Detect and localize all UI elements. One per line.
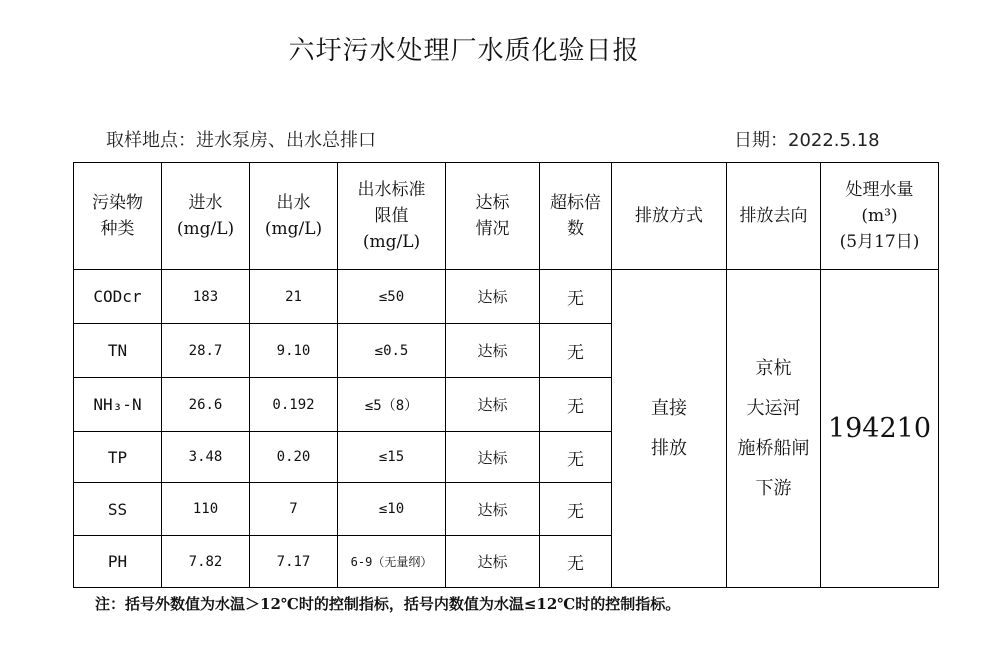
- limit-cell: ≤10: [338, 483, 446, 536]
- pollutant-cell: TP: [74, 432, 162, 483]
- exceed-cell: 无: [540, 536, 612, 588]
- sampling-location: 取样地点：进水泵房、出水总排口: [106, 130, 376, 151]
- header-pollutant: 污染物 种类: [74, 163, 162, 270]
- report-date: 日期：2022.5.18: [734, 130, 880, 151]
- pollutant-cell: CODcr: [74, 270, 162, 324]
- outflow-cell: 0.20: [250, 432, 338, 483]
- discharge-to-cell: [727, 270, 821, 588]
- header-discharge-mode: 排放方式: [612, 163, 727, 270]
- compliance-cell: 达标: [446, 483, 540, 536]
- inflow-cell: 3.48: [162, 432, 250, 483]
- outflow-cell: 0.192: [250, 378, 338, 432]
- inflow-cell: 28.7: [162, 324, 250, 378]
- header-compliance: 达标 情况: [446, 163, 540, 270]
- inflow-cell: 110: [162, 483, 250, 536]
- header-row: [74, 163, 939, 270]
- pollutant-cell: TN: [74, 324, 162, 378]
- compliance-cell: 达标: [446, 378, 540, 432]
- exceed-cell: 无: [540, 270, 612, 324]
- report-title: 六圩污水处理厂水质化验日报: [288, 36, 640, 66]
- compliance-cell: 达标: [446, 432, 540, 483]
- exceed-cell: 无: [540, 483, 612, 536]
- outflow-cell: 7.17: [250, 536, 338, 588]
- discharge-to-line: 大运河: [746, 397, 801, 419]
- exceed-cell: 无: [540, 432, 612, 483]
- limit-cell: ≤50: [338, 270, 446, 324]
- pollutant-cell: NH₃-N: [74, 378, 162, 432]
- header-outflow: 出水 (mg/L): [250, 163, 338, 270]
- pollutant-cell: PH: [74, 536, 162, 588]
- outflow-cell: 9.10: [250, 324, 338, 378]
- inflow-cell: 26.6: [162, 378, 250, 432]
- discharge-to-line: 下游: [755, 477, 792, 499]
- compliance-cell: 达标: [446, 270, 540, 324]
- compliance-cell: 达标: [446, 536, 540, 588]
- limit-cell: 6-9（无量纲）: [338, 536, 446, 588]
- limit-cell: ≤0.5: [338, 324, 446, 378]
- discharge-mode-line: 排放: [651, 437, 687, 459]
- water-quality-table: [73, 162, 939, 588]
- outflow-cell: 7: [250, 483, 338, 536]
- limit-cell: ≤5（8）: [338, 378, 446, 432]
- header-inflow: 进水 (mg/L): [162, 163, 250, 270]
- exceed-cell: 无: [540, 324, 612, 378]
- header-exceed: 超标倍 数: [540, 163, 612, 270]
- pollutant-cell: SS: [74, 483, 162, 536]
- header-limit: 出水标准 限值 (mg/L): [338, 163, 446, 270]
- limit-cell: ≤15: [338, 432, 446, 483]
- inflow-cell: 183: [162, 270, 250, 324]
- discharge-to-line: 施桥船闸: [737, 437, 810, 459]
- compliance-cell: 达标: [446, 324, 540, 378]
- discharge-mode-line: 直接: [651, 397, 687, 419]
- exceed-cell: 无: [540, 378, 612, 432]
- inflow-cell: 7.82: [162, 536, 250, 588]
- treated-volume-cell: 194210: [821, 270, 939, 588]
- header-volume: 处理水量 (m³) (5月17日): [821, 163, 939, 270]
- outflow-cell: 21: [250, 270, 338, 324]
- discharge-mode-cell: [612, 270, 727, 588]
- header-discharge-to: 排放去向: [727, 163, 821, 270]
- discharge-to-line: 京杭: [755, 357, 792, 379]
- footnote: 注：括号外数值为水温＞12℃时的控制指标，括号内数值为水温≤12℃时的控制指标。: [95, 595, 681, 613]
- table-row: [74, 270, 939, 324]
